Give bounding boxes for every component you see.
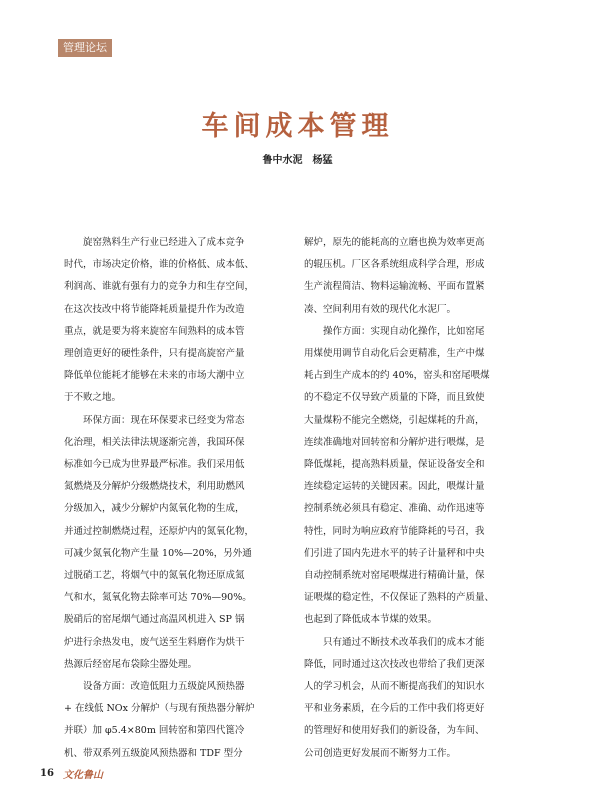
body-line: 氮燃烧及分解炉分级燃烧技术，利用助燃风 [64, 481, 245, 493]
magazine-logo: 文化鲁山 [63, 770, 103, 781]
body-line: 脱硝后的窑尾烟气通过高温风机进入 SP 锅 [64, 614, 245, 626]
body-column-right [304, 232, 536, 765]
body-line: 用煤使用调节自动化后会更精准，生产中煤 [304, 348, 485, 360]
body-line: 的不稳定不仅导致产质量的下降，而且致使 [304, 392, 485, 404]
body-line: 利润高、谁就有强有力的竞争力和生存空间， [64, 281, 255, 293]
body-line: 连续稳定运转的关键因素。因此，喂煤计量 [304, 481, 485, 493]
body-line: 标准如今已成为世界最严标准。我们采用低 [64, 459, 245, 471]
body-line: 操作方面：实现自动化操作，比如窑尾 [323, 325, 485, 337]
body-line: 过脱硝工艺，将烟气中的氮氧化物还原成氮 [64, 570, 245, 582]
body-line: 也起到了降低成本节煤的效果。 [304, 614, 438, 626]
body-line: 自动控制系统对窑尾喂煤进行精确计量，保 [304, 570, 485, 582]
body-line: 解炉，原先的能耗高的立磨也换为效率更高 [304, 237, 485, 248]
body-line: 分级加入，减少分解炉内氮氧化物的生成， [64, 503, 245, 515]
body-line: 旋窑熟料生产行业已经进入了成本竞争 [83, 237, 245, 248]
body-line: + 在线低 NOx 分解炉（与现有预热器分解炉 [64, 703, 255, 715]
body-line: 只有通过不断技术改革我们的成本才能 [323, 636, 485, 648]
body-line: 大量煤粉不能完全燃烧，引起煤耗的升高， [304, 414, 485, 426]
body-column-left [64, 232, 296, 765]
body-line: 控制系统必须具有稳定、准确、动作迅速等 [304, 503, 485, 515]
body-line: 公司创造更好发展而不断努力工作。 [304, 747, 457, 759]
body-line: 并联）加 φ5.4×80m 回转窑和第四代篦冷 [64, 725, 245, 737]
body-line: 设备方面：改造低阻力五级旋风预热器 [83, 681, 245, 693]
body-line: 人的学习机会，从而不断提高我们的知识水 [304, 681, 485, 693]
body-line: 炉进行余热发电，废气送至生料磨作为烘干 [64, 636, 245, 648]
body-line: 证喂煤的稳定性，不仅保证了熟料的产质量、 [304, 592, 495, 604]
body-line: 并通过控制燃烧过程，还原炉内的氮氧化物， [64, 525, 255, 537]
body-line: 在这次技改中将节能降耗质量提升作为改造 [64, 303, 245, 315]
body-line: 热源后经窑尾布袋除尘器处理。 [64, 658, 198, 670]
body-line: 降低单位能耗才能够在未来的市场大潮中立 [64, 370, 245, 382]
body-line: 气和水，氮氧化物去除率可达 70%—90%。 [64, 592, 252, 604]
body-line: 的辊压机。厂区各系统组成科学合理，形成 [304, 259, 485, 271]
body-line: 平和业务素质，在今后的工作中我们将更好 [304, 703, 485, 715]
body-line: 可减少氮氧化物产生量 10%—20%，另外通 [64, 547, 252, 559]
body-line: 理创造更好的硬性条件，只有提高旋窑产量 [64, 348, 245, 360]
body-line: 连续准确地对回转窑和分解炉进行喂煤，是 [304, 436, 485, 448]
article-title: 车间成本管理 [201, 111, 394, 142]
article-author: 鲁中水泥 杨猛 [262, 155, 333, 166]
body-line: 特性，同时为响应政府节能降耗的号召，我 [304, 525, 485, 537]
body-line: 耗占到生产成本的约 40%，窑头和窑尾喂煤 [304, 370, 490, 382]
body-line: 们引进了国内先进水平的转子计量秤和中央 [304, 547, 485, 559]
body-line: 机、带双系列五级旋风预热器和 TDF 型分 [64, 747, 243, 759]
body-line: 时代，市场决定价格，谁的价格低、成本低、 [64, 259, 255, 271]
page-number: 16 [40, 768, 54, 779]
body-line: 凑、空间利用有效的现代化水泥厂。 [304, 303, 457, 315]
body-line: 生产流程简洁、物料运输流畅、平面布置紧 [304, 281, 485, 293]
body-line: 降低煤耗，提高熟料质量，保证设备安全和 [304, 459, 485, 471]
body-line: 于不败之地。 [64, 392, 122, 404]
body-line: 化治理，相关法律法规逐渐完善，我国环保 [64, 436, 245, 448]
section-tag: 管理论坛 [58, 39, 112, 57]
body-line: 重点，就是要为将来旋窑车间熟料的成本管 [64, 325, 245, 337]
body-line: 降低，同时通过这次技改也带给了我们更深 [304, 658, 485, 670]
body-line: 环保方面：现在环保要求已经变为常态 [83, 414, 245, 426]
body-line: 的管理好和使用好我们的新设备，为车间、 [304, 725, 485, 737]
